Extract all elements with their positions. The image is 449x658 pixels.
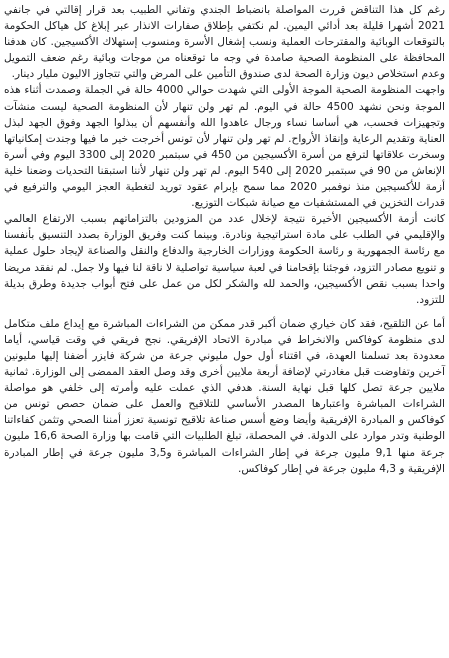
post-body [4, 2, 445, 477]
paragraph-vaccination: أما عن التلقيح، فقد كان خياري ضمان أكبر قدر ممكن من الشراءات المباشرة مع إيداع ملف متكامل لدى منظومة كوفاكس والانخراط في مبادرة الاتحاد الإفريقي. نجح فريقي في وقت قياسي، أياما معدودة بعد تسلمنا العهدة، في اقتناء أول حول مليوني جرعة من شركة فايزر أضفنا إليها مليونين آخرين وتفاوضت قبل مغادرتي لإضافة أربعة ملايين أخرى وقد وصل العقد الممضى إلى الوزارة. ثمانية ملايين جرعة تصل كلها قبل نهاية السنة. هدفي الذي عملت عليه وأمرته إلى خلفي هو مواصلة الشراءات المباشرة واعتبارها المصدر الأساسي للتلاقيح والعمل على ضمان حصص تونس من كوفاكس و المبادرة الإفريقية وأيضا وضع أسس صناعة تلاقيح تونسية تعزز أمننا الصحي وتثمن كفاءاتنا الوطنية وتدر موارد على الدولة. في المحصلة، تبلغ الطلبيات التي قامت بها وزارة الصحة 16,6 مليون جرعة منها 9,1 مليون جرعة في إطار الشراءات المباشرة و3,5 مليون جرعة في إطار المبادرة الإفريقية و 4,3 مليون جرعة في إطار كوفاكس. [4, 317, 446, 475]
paragraph-oxygen-crisis: كانت أزمة الأكسيجين الأخيرة نتيجة لإخلال عدد من المزودين بالتزاماتهم بسبب الارتفاع العالمي والإقليمي في الطلب على مادة استراتيجية ونادرة. وبينما كنت وفريق الوزارة بصدد التنسيق بأنفسنا مع رئاسة الجمهورية و رئاسة الحكومة ووزارات الخارجية والدفاع والنقل والصناعة لإيجاد حلول عملية و تنويع مصادر التزود، فوجئنا بإقحامنا في لعبة سياسية تواصلية لا ناقة لنا فيها ولا جمل. لم نفقد مريضا واحدا بسبب نقص الأكسيجين، والحمد لله والشكر لكل من عمل على فتح أبواب جديدة وطرق بديلة للتزود. [4, 213, 445, 306]
paragraph-spacer [4, 308, 445, 316]
paragraph-dismissal-context: رغم كل هذا التناقض قررت المواصلة بانضباط الجندي وتفاني الطبيب بعد قرار إقالتي في جانفي 2021 أشهرا قليلة بعد أدائي اليمين. لم نكتفي بإطلاق صفارات الانذار عبر إبلاغ كل هياكل الحكومة بالتوقعات الوبائية والمقترحات العملية ونسب إشغال الأسرة ومنسوب إستهلاك الأكسيجين. كان هدفنا المحافظة على المنظومة الصحية صامدة في وجه ما توقعناه من موجات وبائية رغم ضعف التمويل وعدم استخلاص ديون وزارة الصحة لدى صندوق التأمين على المرض والتي تتجاوز الاليون مليار دينار. [4, 4, 445, 81]
paragraph-health-system-resilience: واجهت المنظومة الصحية الموجة الأولى التي شهدت حوالي 4000 حالة في الجملة وصمدت أثناء هذه الموجة ونحن نشهد 4500 حالة في اليوم. لم تهر ولن تنهار لأن المنظومة الصحية ليست منشآت وتجهيزات فحسب، هي أساسا نساء ورجال عاهدوا الله وأنفسهم أن يبذلوا الجهد وفوق الجهد لبذل العناية وتقديم الرعاية وإنقاذ الأرواح. لم تهر ولن تنهار لأن تونس أخرجت خير ما فيها وجندت إمكانياتها وسخرت علاقاتها لترفع من أسرة الأكسيجين من 450 في سبتمبر 2020 إلى 3300 اليوم وفي أسرة الإنعاش من 90 في سبتمبر 2020 إلى 540 اليوم. لم تهر ولن تنهار لأننا استبقنا التحديات وضعنا خلية أزمة للأكسيجين منذ نوفمبر 2020 مما سمح بإبرام عقود توريد لتغطية العجز اليومي والترفيع في قدرات التخزين في المستشفيات مع صيانة شبكات التوزيع. [4, 84, 445, 210]
